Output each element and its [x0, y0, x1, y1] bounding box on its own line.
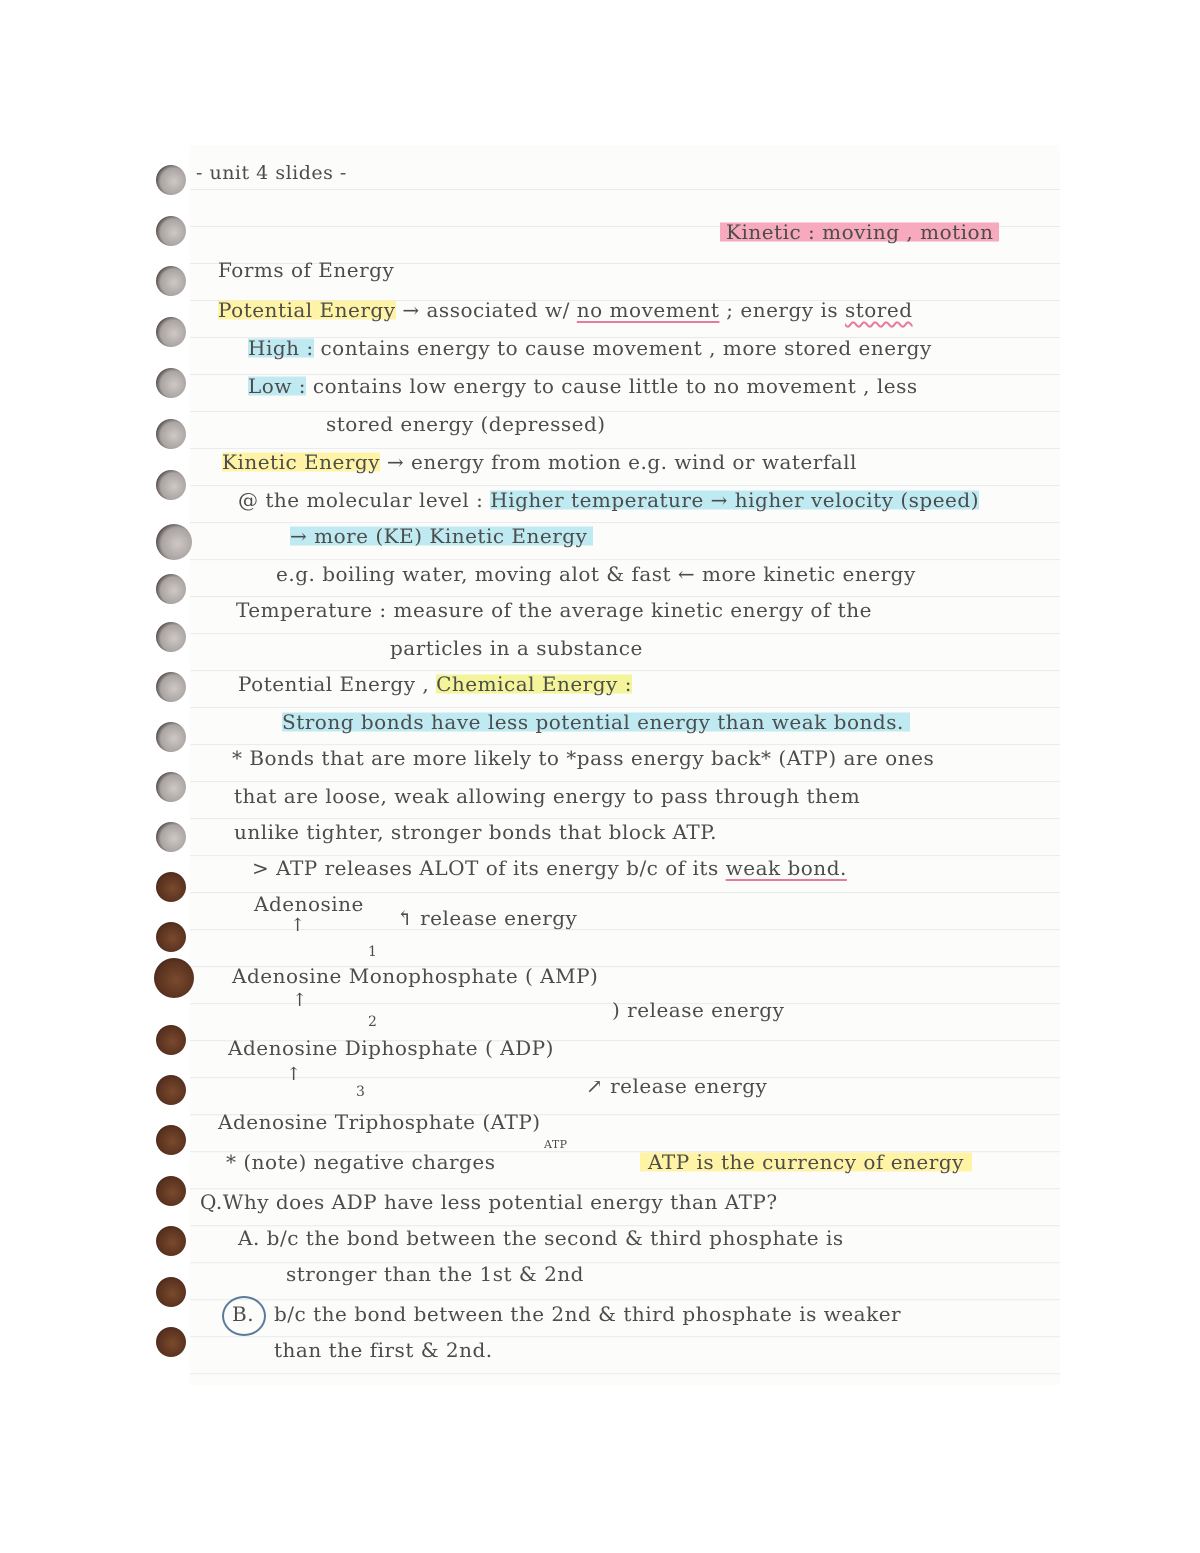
- low-line: [248, 374, 918, 398]
- temperature-text-2: particles in a substance: [390, 636, 643, 660]
- binder-hole: [156, 1025, 186, 1055]
- binder-hole: [156, 165, 186, 195]
- binder-hole: [156, 822, 186, 852]
- up-arrow: ↑: [292, 990, 308, 1011]
- release-3-line: ↗ release energy: [586, 1074, 768, 1098]
- kinetic-label: Kinetic Energy: [222, 450, 381, 474]
- binder-hole: [156, 266, 186, 296]
- binder-hole: [156, 722, 186, 752]
- binder-hole: [156, 1075, 186, 1105]
- stored-word: stored: [844, 298, 913, 322]
- atp-releases-line: [252, 856, 847, 880]
- binder-hole: [156, 1125, 186, 1155]
- high-line: [248, 336, 932, 360]
- num-1: 1: [368, 944, 378, 960]
- answer-b-2: than the first & 2nd.: [274, 1338, 493, 1362]
- binder-hole: [156, 672, 186, 702]
- answer-a-1: A. b/c the bond between the second & third phosphate is: [238, 1226, 844, 1250]
- low-text-2: stored energy (depressed): [326, 412, 606, 436]
- potential-line: [218, 298, 913, 322]
- amp-line: Adenosine Monophosphate ( AMP): [232, 964, 599, 988]
- high-label: High :: [248, 336, 314, 360]
- chemical-line: [238, 672, 632, 696]
- no-movement: no movement: [576, 298, 720, 322]
- low-label: Low :: [248, 374, 307, 398]
- binder-hole: [156, 922, 186, 952]
- kinetic-text: → energy from motion e.g. wind or waterfall: [386, 450, 857, 474]
- temperature-label: Temperature: [236, 598, 373, 622]
- note-negative: * (note) negative charges: [226, 1150, 496, 1174]
- more-ke: → more (KE) Kinetic Energy: [290, 524, 593, 548]
- binder-hole: [156, 419, 186, 449]
- bonds-line-2: that are loose, weak allowing energy to pass through them: [234, 784, 861, 808]
- binder-hole: [156, 470, 186, 500]
- kinetic-line: [222, 450, 857, 474]
- binder-hole: [154, 958, 194, 998]
- temperature-text: : measure of the average kinetic energy of the: [379, 598, 872, 622]
- boiling-line: e.g. boiling water, moving alot & fast ← more kinetic energy: [276, 562, 916, 586]
- temperature-line: [236, 598, 872, 622]
- up-arrow: ↑: [286, 1064, 302, 1085]
- potential-arrow: → associated w/: [402, 298, 570, 322]
- potential-label: Potential Energy: [218, 298, 396, 322]
- binder-hole: [156, 1277, 186, 1307]
- question: Q.Why does ADP have less potential energy than ATP?: [200, 1190, 778, 1214]
- bonds-line-3: unlike tighter, stronger bonds that block ATP.: [234, 820, 718, 844]
- atp-currency: ATP is the currency of energy: [640, 1150, 972, 1174]
- molecular-line: [238, 488, 979, 512]
- release-2-line: ) release energy: [612, 998, 785, 1022]
- num-2: 2: [368, 1014, 378, 1030]
- num-3: 3: [356, 1084, 366, 1100]
- atp-line: Adenosine Triphosphate (ATP): [218, 1110, 541, 1134]
- potential-rest: ; energy is: [726, 298, 839, 322]
- molecular-prefix: @ the molecular level :: [238, 488, 484, 512]
- atp-releases: > ATP releases ALOT of its energy b/c of its: [252, 856, 719, 880]
- page-title: Forms of Energy: [218, 258, 395, 282]
- binder-hole: [156, 1226, 186, 1256]
- release-1-line: ↰ release energy: [396, 906, 578, 930]
- binder-hole: [156, 872, 186, 902]
- chemical-energy: Chemical Energy :: [436, 672, 632, 696]
- binder-hole: [156, 1176, 186, 1206]
- high-text: contains energy to cause movement , more stored energy: [320, 336, 932, 360]
- binder-hole: [156, 216, 186, 246]
- answer-b-label: B.: [232, 1302, 255, 1326]
- molecular-highlight: Higher temperature → higher velocity (speed): [490, 488, 979, 512]
- binder-hole: [156, 622, 186, 652]
- pe-chem-prefix: Potential Energy ,: [238, 672, 430, 696]
- up-arrow: ↑: [290, 915, 306, 936]
- answer-b-1: b/c the bond between the 2nd & third phosphate is weaker: [274, 1302, 902, 1326]
- low-text: contains low energy to cause little to no movement , less: [312, 374, 918, 398]
- release-3: release energy: [610, 1074, 768, 1098]
- binder-hole: [156, 317, 186, 347]
- binder-hole: [156, 574, 186, 604]
- kinetic-note: Kinetic : moving , motion: [720, 220, 999, 244]
- strong-bonds: Strong bonds have less potential energy than weak bonds.: [282, 710, 910, 734]
- weak-bond: weak bond.: [725, 856, 847, 880]
- binder-hole: [156, 524, 192, 560]
- release-1: release energy: [420, 906, 578, 930]
- atp-small: ATP: [544, 1138, 568, 1151]
- bonds-line-1: * Bonds that are more likely to *pass energy back* (ATP) are ones: [232, 746, 935, 770]
- release-2: release energy: [627, 998, 785, 1022]
- header-text: - unit 4 slides -: [196, 162, 347, 184]
- binder-hole: [156, 368, 186, 398]
- answer-a-2: stronger than the 1st & 2nd: [286, 1262, 584, 1286]
- binder-hole: [156, 772, 186, 802]
- binder-hole: [156, 1327, 186, 1357]
- adenosine: Adenosine: [254, 892, 364, 916]
- adp-line: Adenosine Diphosphate ( ADP): [228, 1036, 554, 1060]
